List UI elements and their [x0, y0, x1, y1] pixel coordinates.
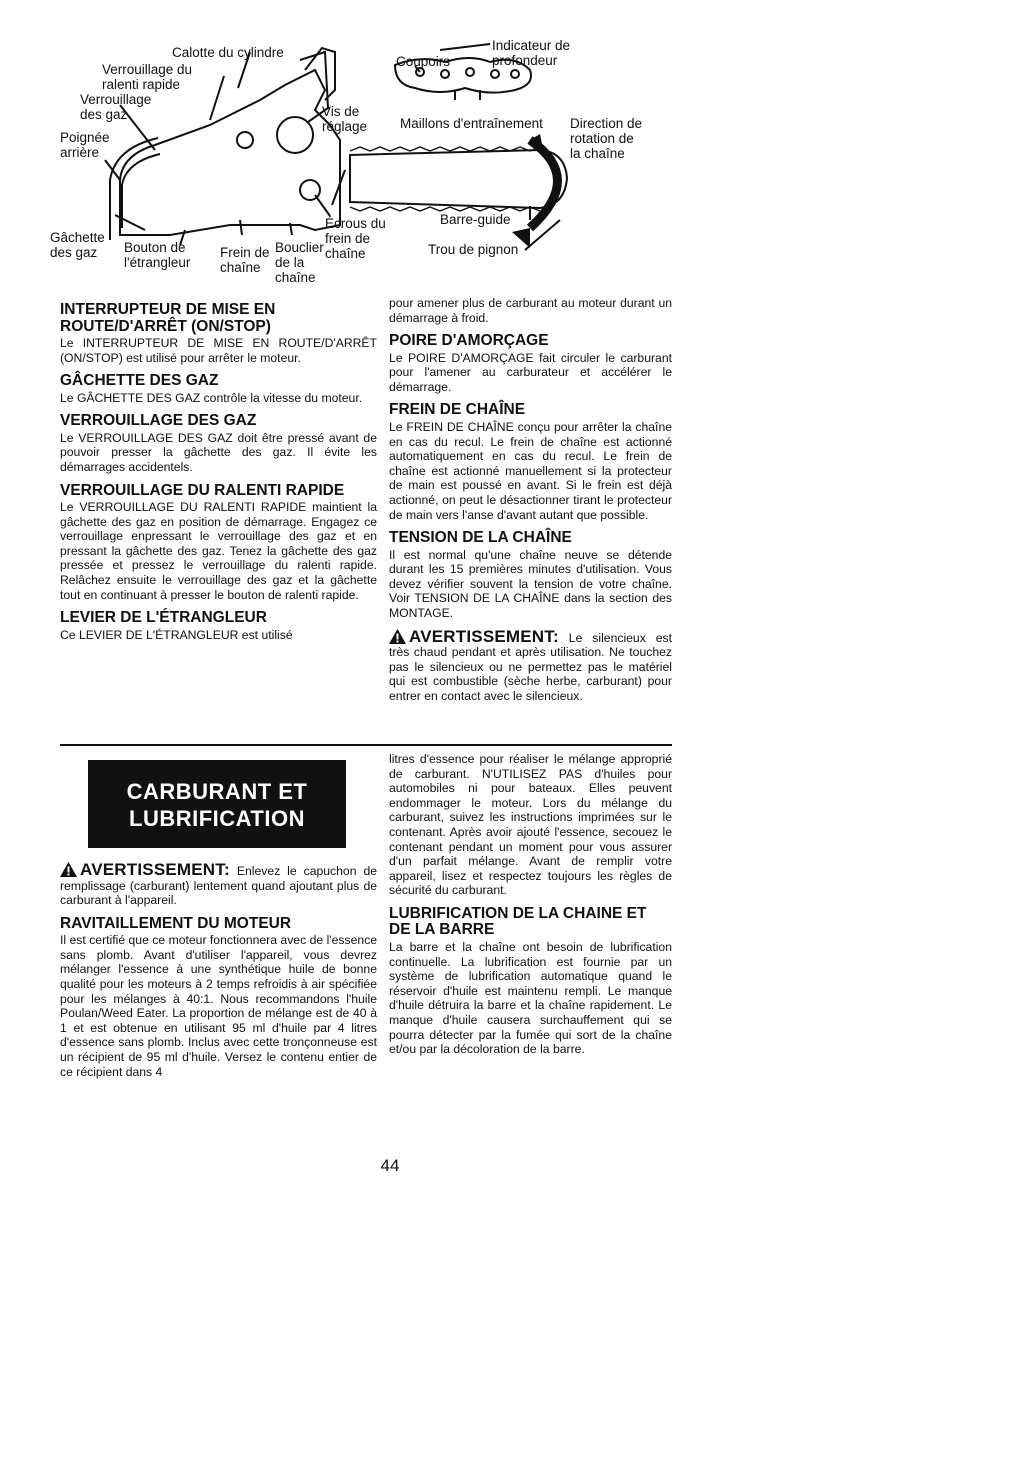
heading-frein: FREIN DE CHAÎNE [389, 401, 526, 419]
warning-icon [389, 629, 406, 644]
label-calotte-cylindre: Calotte du cylindre [172, 45, 284, 60]
text-tension: Il est normal qu'une chaîne neuve se détende durant les 15 premières minutes d'utilisation. Vous devez vérifier souvent la tension de votre chaîne. Voir TENSION DE LA CHAÎNE dans la section des MONTAGE. [389, 547, 672, 620]
label-frein-chaine: Frein de chaîne [220, 245, 270, 275]
column-fuel-right [389, 752, 672, 1065]
heading-levier-etrangleur: LEVIER DE L'ÉTRANGLEUR [60, 609, 267, 627]
warning-silencieux [389, 626, 673, 704]
label-ecrous-frein: Écrous du frein de chaîne [325, 216, 386, 261]
text-poire: Le POIRE D'AMORÇAGE fait circuler le carburant pour l'amener au carburateur et accélérer le démarrage. [389, 350, 672, 394]
banner-line-2: LUBRIFICATION [129, 806, 305, 831]
label-direction-rotation: Direction de rotation de la chaîne [570, 116, 643, 161]
heading-tension: TENSION DE LA CHAÎNE [389, 529, 572, 547]
label-vis-reglage: Vis de réglage [322, 104, 368, 134]
text-ravitaillement: Il est certifié que ce moteur fonctionnera avec de l'essence sans plomb. Avant d'utiliser l'appareil, vous devrez mélanger l'essence à une synthétique huile de bonne qualité pour les moteurs à 2 temps refroidis à air spécifiée pour les mélanges à 40:1. Nous recommandons l'huile Poulan/Weed Eater. La proportion de mélange est de 40 à 1 et est obtenue en utilisant 95 ml d'huile par 4 litres d'essence sans plomb. Inclus avec cette tronçonneuse est un récipient de 95 ml d'huile. Versez le contenu entier de ce récipient dans 4 [60, 933, 377, 1079]
banner-line-1: CARBURANT ET [126, 779, 308, 804]
text-verrouillage-ralenti: Le VERROUILLAGE DU RALENTI RAPIDE maintient la gâchette des gaz en position de démarrage. Engagez ce verrouillage enpressant le verrouillage des gaz et en pressant la gâchette des gaz. Tenez la gâchette des gaz pressée et pressez le verrouillage du ralenti rapide. Relâchez ensuite le verrouillage des gaz et la gâchette tout en continuant à presser le bouton de ralenti rapide. [60, 500, 377, 602]
label-gachette-gaz: Gâchette des gaz [50, 230, 105, 260]
column-controls-left [60, 296, 377, 650]
label-maillons: Maillons d'entraînement [400, 116, 543, 131]
chainsaw-diagram [50, 30, 970, 295]
column-fuel-left [60, 862, 377, 1087]
text-melange: litres d'essence pour réaliser le mélange approprié de carburant. N'UTILISEZ PAS d'huiles pour automobiles ni pour bateaux. Elles peuvent endommager le moteur. Lors du mélange du carburant, suivez les instructions imprimées sur le contenant. Après avoir ajouté l'essence, secouez le contenant pendant un moment pour vous assurer d'un parfait mélange. Avant de remplir votre appareil, lisez et respectez toujours les règles de sécurité du carburant. [389, 752, 672, 898]
label-trou-pignon: Trou de pignon [428, 242, 519, 257]
heading-gachette: GÂCHETTE DES GAZ [60, 372, 219, 390]
label-indicateur-profondeur: Indicateur de profondeur [492, 38, 571, 68]
heading-interrupteur: INTERRUPTEUR DE MISE EN ROUTE/D'ARRÊT (ON/STOP) [60, 301, 276, 335]
label-poignee-arriere: Poignée arrière [60, 130, 110, 160]
heading-verrouillage-gaz: VERROUILLAGE DES GAZ [60, 412, 257, 430]
label-bouton-etrangleur: Bouton de l'étrangleur [124, 240, 191, 270]
label-verrouillage-ralenti: Verrouillage du ralenti rapide [102, 62, 193, 92]
column-controls-right [389, 296, 672, 712]
label-barre-guide: Barre-guide [440, 212, 511, 227]
warning-icon [60, 862, 77, 877]
text-verrouillage-gaz: Le VERROUILLAGE DES GAZ doit être pressé avant de pouvoir presser la gâchette des gaz. Il évite les démarrages accidentels. [60, 430, 377, 474]
warning-capuchon [60, 862, 377, 908]
heading-lubrification: LUBRIFICATION DE LA CHAINE ET DE LA BARRE [389, 904, 647, 939]
heading-verrouillage-ralenti: VERROUILLAGE DU RALENTI RAPIDE [60, 481, 345, 499]
text-levier-etrangleur: Ce LEVIER DE L'ÉTRANGLEUR est utilisé [60, 627, 293, 642]
warning-heading: AVERTISSEMENT: [409, 626, 559, 646]
label-verrouillage-gaz: Verrouillage des gaz [80, 92, 152, 122]
warning-text: Le silencieux est très chaud pendant et après utilisation. Ne touchez pas le silencieux ou ne permettez pas le matériel qui est combustible (sèche herbe, carburant) pour entrer en contact avec le silencieux. [389, 630, 673, 703]
warning-text: Enlevez le capuchon de remplissage (carburant) lentement quand ajoutant plus de carburant à l'appareil. [60, 864, 378, 908]
text-etrangleur-continued: pour amener plus de carburant au moteur durant un démarrage à froid. [389, 296, 672, 325]
text-interrupteur: Le INTERRUPTEUR DE MISE EN ROUTE/D'ARRÊT (ON/STOP) est utilisé pour arrêter le moteur. [60, 336, 377, 365]
text-lubrification: La barre et la chaîne ont besoin de lubrification continuelle. La lubrification est fournie par un système de lubrification automatique quand le réservoir d'huile est maintenu rempli. Le manque d'huile détruira la barre et la chaîne rapidement. Le manque d'huile causera surchauffement qui se pourra détecter par la fumée qui sort de la chaîne et/ou par la décoloration de la barre. [389, 939, 672, 1057]
label-coupoirs: Coupoirs [396, 54, 451, 69]
section-divider [60, 744, 672, 746]
page-number: 44 [380, 1156, 400, 1175]
section-banner [88, 760, 346, 848]
heading-ravitaillement: RAVITAILLEMENT DU MOTEUR [60, 914, 292, 932]
heading-poire: POIRE D'AMORÇAGE [389, 332, 549, 350]
warning-heading: AVERTISSEMENT: [80, 860, 230, 879]
label-bouclier-chaine: Bouclier de la chaîne [275, 240, 324, 285]
text-frein: Le FREIN DE CHAÎNE conçu pour arrêter la chaîne en cas du recul. Le frein de chaîne est actionné automatiquement en cas du recul. Le frein de chaîne est actionné manuellement si la protecteur de main est poussé en avant. Si le frein est déjà actionné, on peut le désactionner tirant le protecteur de main vers l'anse d'avant autant que possible. [389, 419, 672, 522]
text-gachette: Le GÂCHETTE DES GAZ contrôle la vitesse du moteur. [60, 390, 363, 405]
